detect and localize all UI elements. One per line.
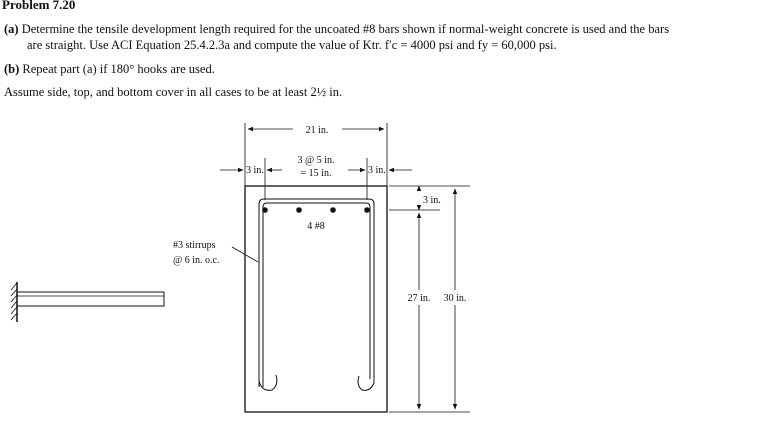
dim-right-cover-label: 3 in. (368, 165, 386, 176)
cover-assumption: Assume side, top, and bottom cover in all cases to be at least 2½ in. (4, 85, 343, 99)
part-a-text-line1: Determine the tensile development length required for the uncoated #8 bars shown if normal-weight concrete is used and the bars (21, 22, 670, 36)
problem-title: Problem 7.20 (2, 0, 76, 12)
rebar-4 (364, 207, 370, 213)
fixed-support-hatching (11, 283, 17, 320)
dim-spacing-label-2: = 15 in. (300, 168, 332, 179)
dim-width-label: 21 in. (305, 125, 329, 136)
rebar-3 (330, 207, 336, 213)
stirrup-hook-right (358, 374, 374, 390)
dim-spacing-label-1: 3 @ 5 in. (297, 155, 335, 166)
beam-elevation (17, 292, 164, 306)
dim-top-cover-label: 3 in. (423, 195, 441, 206)
stirrup-hook-left (259, 374, 277, 390)
stirrups-label-1: #3 stirrups (173, 240, 216, 251)
bars-label: 4 #8 (307, 221, 325, 232)
rebar-1 (262, 207, 268, 213)
beam-cross-section (245, 186, 387, 412)
dim-effective-depth-label: 27 in. (407, 293, 431, 304)
dim-left-cover-label: 3 in. (246, 165, 264, 176)
stirrups-label-2: @ 6 in. o.c. (173, 255, 220, 266)
part-b-text: Repeat part (a) if 180° hooks are used. (22, 62, 215, 76)
dim-total-depth-label: 30 in. (443, 293, 467, 304)
part-a-text-line2: are straight. Use ACI Equation 25.4.2.3a and compute the value of Ktr. f′c = 4000 psi and fy = 60,000 psi. (27, 38, 557, 52)
part-a-label: (a) (4, 22, 19, 36)
rebar-2 (296, 207, 302, 213)
cantilever-elevation (11, 282, 164, 322)
part-b-label: (b) (4, 62, 20, 76)
